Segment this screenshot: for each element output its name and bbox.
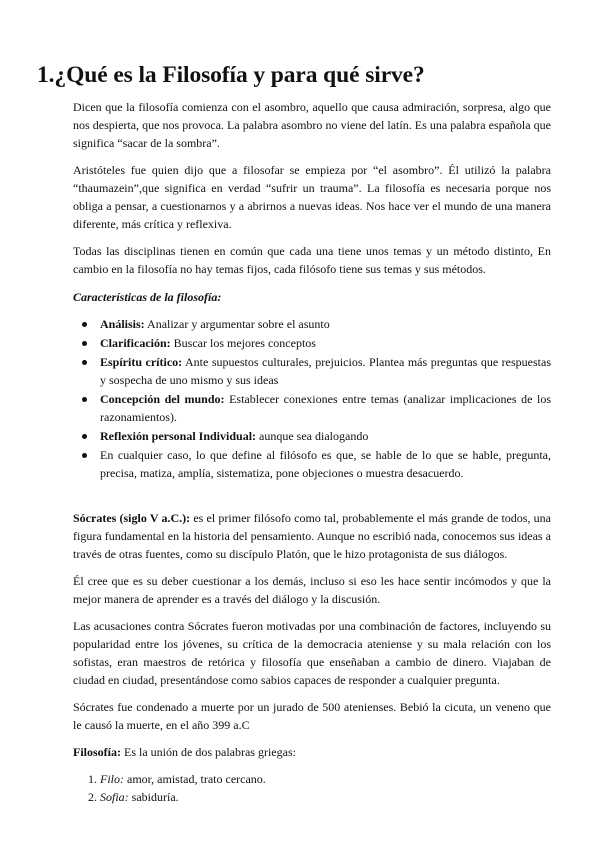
item-term: Reflexión personal Individual:: [100, 429, 257, 443]
document-body: [73, 98, 551, 806]
item-text: En cualquier caso, lo que define al filósofo es que, se hable de lo que se hable, pregunta, precisa, matiza, amplía, sistematiza, pone objeciones o muestra desacuerdo.: [100, 448, 551, 480]
characteristics-list: [73, 315, 551, 482]
definition-term: Filosofía:: [73, 745, 121, 759]
list-item: [73, 390, 551, 426]
list-item: [73, 446, 551, 482]
etymology-list: [73, 770, 551, 806]
definition-text: Es la unión de dos palabras griegas:: [121, 745, 296, 759]
socrates-paragraph: [73, 509, 551, 563]
item-term: Sofia:: [100, 790, 129, 804]
intro-paragraph: Aristóteles fue quien dijo que a filosofar se empieza por “el asombro”. Él utilizó la palabra “thaumazein”,que significa en verdad “sufrir un trauma”. La filosofía es necesaria porque nos obliga a pensar, a cuestionarnos y a abrirnos a nuevas ideas. Nos hace ver el mundo de una manera diferente, más crítica y reflexiva.: [73, 163, 551, 231]
list-item: [73, 315, 551, 333]
item-text: Establecer conexiones entre temas (analizar implicaciones de los razonamientos).: [100, 392, 551, 424]
item-text: aunque sea dialogando: [256, 429, 369, 443]
item-text: Analizar y argumentar sobre el asunto: [144, 317, 330, 331]
item-term: Filo:: [100, 772, 124, 786]
item-number: 1.: [88, 772, 97, 786]
socrates-text: es el primer filósofo como tal, probablemente el más grande de todos, una figura fundamental en la historia del pensamiento. Aunque no escribió nada, conocemos sus ideas a través de otras fuentes, como su discípulo Platón, que le hizo protagonista de sus diálogos.: [73, 511, 551, 561]
page-title: 1.¿Qué es la Filosofía y para qué sirve?: [37, 62, 425, 88]
spacer: [73, 491, 551, 509]
item-number: 2.: [88, 790, 97, 804]
characteristics-heading: Características de la filosofía:: [73, 290, 222, 304]
philosophy-definition: [73, 743, 551, 761]
list-item: [73, 770, 551, 788]
socrates-paragraph: Las acusaciones contra Sócrates fueron motivadas por una combinación de factores, incluyendo su popularidad entre los jóvenes, su crítica de la democracia ateniense y su mala relación con los sofistas, eran maestros de retórica y filosofía que enseñaban a cambio de dinero. Viajaban de ciudad en ciudad, presentándose como sabios capaces de responder a cualquier pregunta.: [73, 619, 551, 687]
intro-paragraph: Dicen que la filosofía comienza con el asombro, aquello que causa admiración, sorpresa, algo que nos despierta, que nos provoca. La palabra asombro no viene del latín. Es una palabra española que significa “sacar de la sombra”.: [73, 100, 551, 150]
item-term: Espíritu crítico:: [100, 355, 183, 369]
item-text: amor, amistad, trato cercano.: [124, 772, 266, 786]
item-term: Análisis:: [100, 317, 145, 331]
socrates-term: Sócrates (siglo V a.C.):: [73, 511, 191, 525]
list-item: [73, 353, 551, 389]
list-item: [73, 788, 551, 806]
list-item: [73, 427, 551, 445]
item-text: sabiduría.: [128, 790, 179, 804]
intro-paragraph: Todas las disciplinas tienen en común que cada una tiene unos temas y un método distinto, En cambio en la filosofía no hay temas fijos, cada filósofo tiene sus temas y sus métodos.: [73, 244, 551, 276]
item-term: Concepción del mundo:: [100, 392, 225, 406]
item-text: Ante supuestos culturales, prejuicios. Plantea más preguntas que respuestas y sospecha de uno mismo y sus ideas: [100, 355, 552, 387]
list-item: [73, 334, 551, 352]
socrates-paragraph: Él cree que es su deber cuestionar a los demás, incluso si eso les hace sentir incómodos y que la mejor manera de aprender es a través del diálogo y la discusión.: [73, 574, 551, 606]
item-term: Clarificación:: [100, 336, 171, 350]
socrates-paragraph: Sócrates fue condenado a muerte por un jurado de 500 atenienses. Bebió la cicuta, un veneno que le causó la muerte, en el año 399 a.C: [73, 700, 551, 732]
item-text: Buscar los mejores conceptos: [170, 336, 316, 350]
